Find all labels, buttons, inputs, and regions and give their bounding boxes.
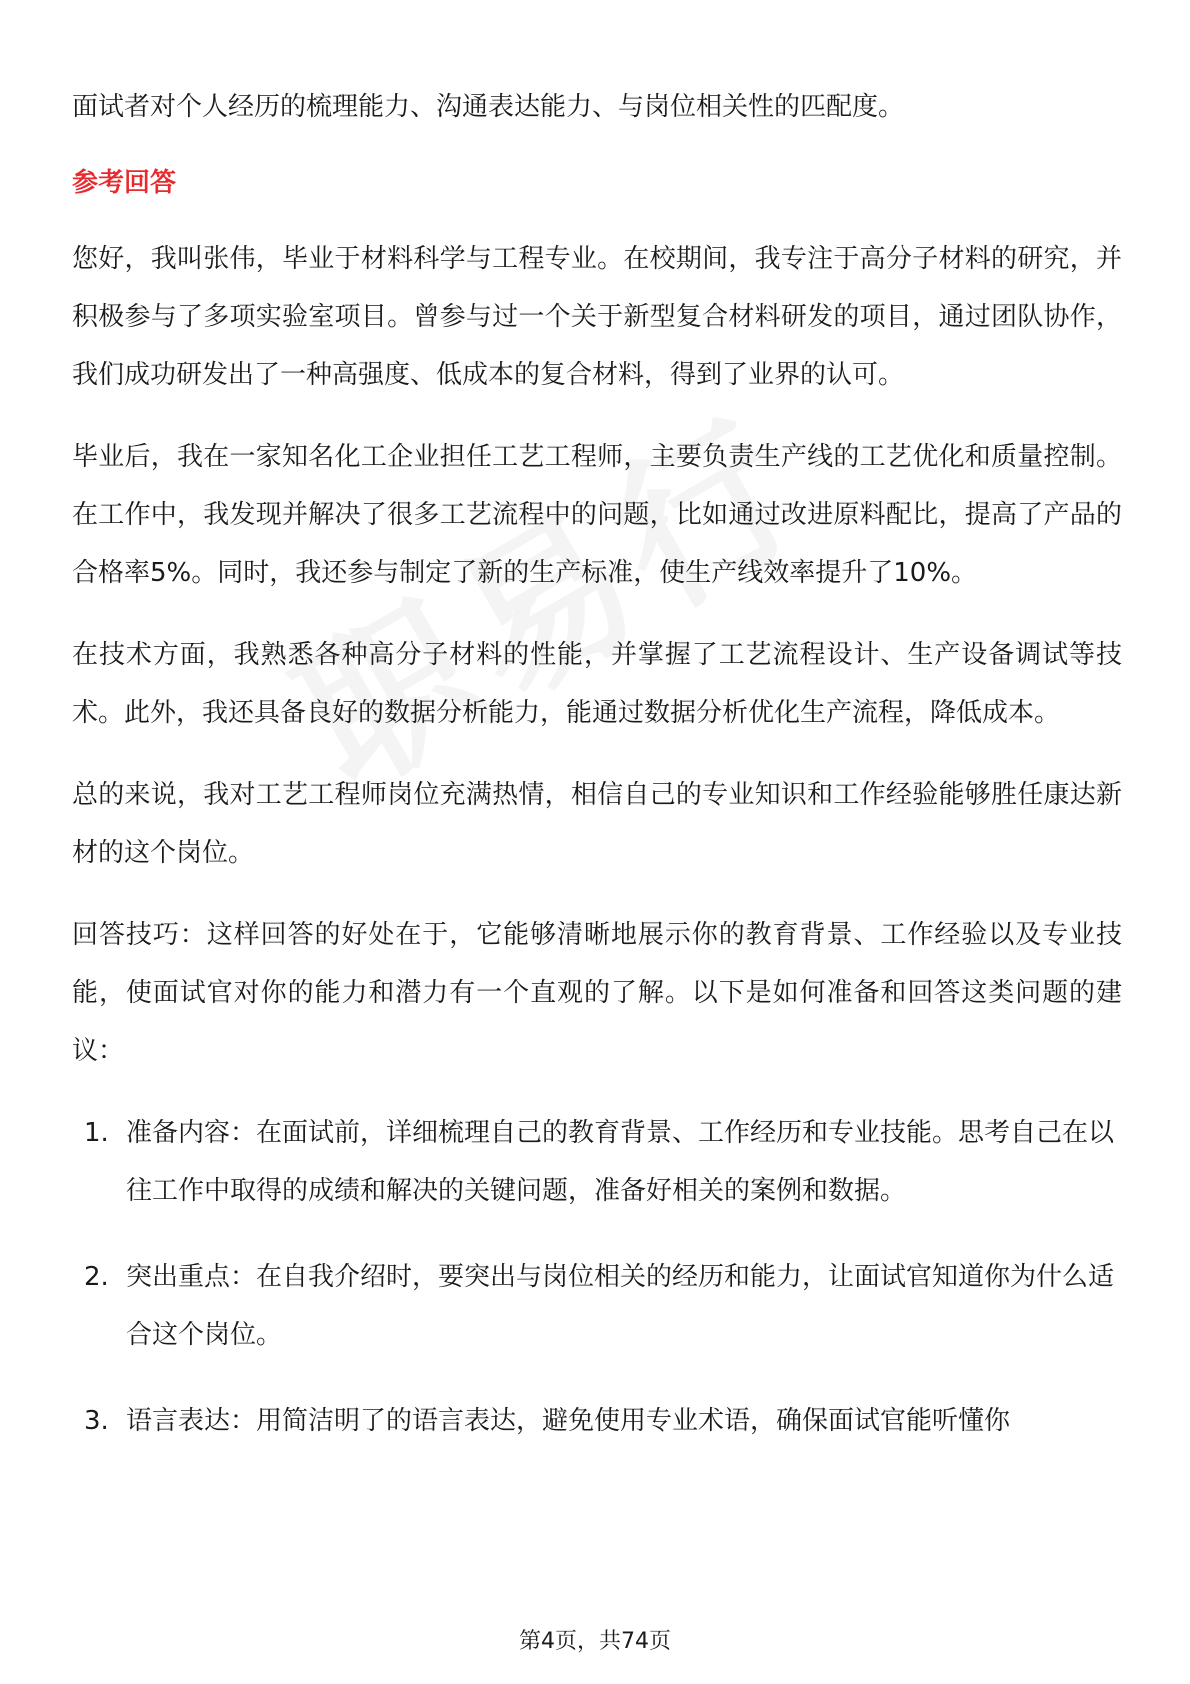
tips-list [72, 1104, 1122, 1450]
list-item-number: 1. [84, 1118, 109, 1148]
paragraph-answer-tips: 回答技巧：这样回答的好处在于，它能够清晰地展示你的教育背景、工作经验以及专业技能，使面试官对你的能力和潜力有一个直观的了解。以下是如何准备和回答这类问题的建议： [72, 920, 1122, 1066]
page-content [72, 78, 1122, 1478]
paragraph-technical-skills: 在技术方面，我熟悉各种高分子材料的性能，并掌握了工艺流程设计、生产设备调试等技术。此外，我还具备良好的数据分析能力，能通过数据分析优化生产流程，降低成本。 [72, 640, 1122, 728]
list-item [72, 1392, 1122, 1450]
list-item-text: 准备内容：在面试前，详细梳理自己的教育背景、工作经历和专业技能。思考自己在以往工作中取得的成绩和解决的关键问题，准备好相关的案例和数据。 [126, 1118, 1115, 1206]
answer-heading: 参考回答 [72, 168, 177, 198]
list-item-number: 3. [84, 1406, 109, 1436]
list-item [72, 1248, 1122, 1364]
page-number-footer: 第4页，共74页 [519, 1629, 671, 1654]
list-item-text: 语言表达：用简洁明了的语言表达，避免使用专业术语，确保面试官能听懂你 [126, 1406, 1011, 1436]
list-item [72, 1104, 1122, 1220]
paragraph-summary: 总的来说，我对工艺工程师岗位充满热情，相信自己的专业知识和工作经验能够胜任康达新材的这个岗位。 [72, 780, 1122, 868]
list-item-number: 2. [84, 1262, 109, 1292]
paragraph-education: 您好，我叫张伟，毕业于材料科学与工程专业。在校期间，我专注于高分子材料的研究，并积极参与了多项实验室项目。曾参与过一个关于新型复合材料研发的项目，通过团队协作，我们成功研发出了一种高强度、低成本的复合材料，得到了业界的认可。 [72, 244, 1122, 390]
paragraph-work-experience: 毕业后，我在一家知名化工企业担任工艺工程师，主要负责生产线的工艺优化和质量控制。在工作中，我发现并解决了很多工艺流程中的问题，比如通过改进原料配比，提高了产品的合格率5%。同时，我还参与制定了新的生产标准，使生产线效率提升了10%。 [72, 442, 1122, 588]
intro-line: 面试者对个人经历的梳理能力、沟通表达能力、与岗位相关性的匹配度。 [72, 92, 905, 122]
list-item-text: 突出重点：在自我介绍时，要突出与岗位相关的经历和能力，让面试官知道你为什么适合这个岗位。 [126, 1262, 1115, 1350]
